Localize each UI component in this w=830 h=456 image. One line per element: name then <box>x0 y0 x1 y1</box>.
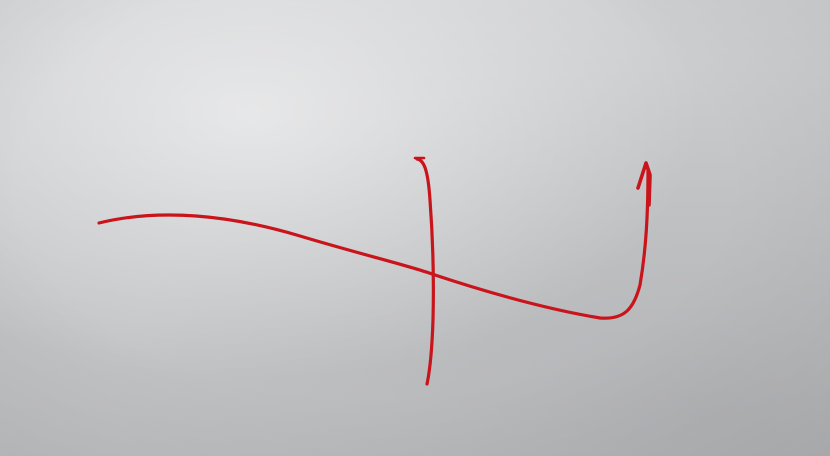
s-curve-stroke <box>99 170 648 318</box>
hook-tip-stroke <box>638 163 650 205</box>
